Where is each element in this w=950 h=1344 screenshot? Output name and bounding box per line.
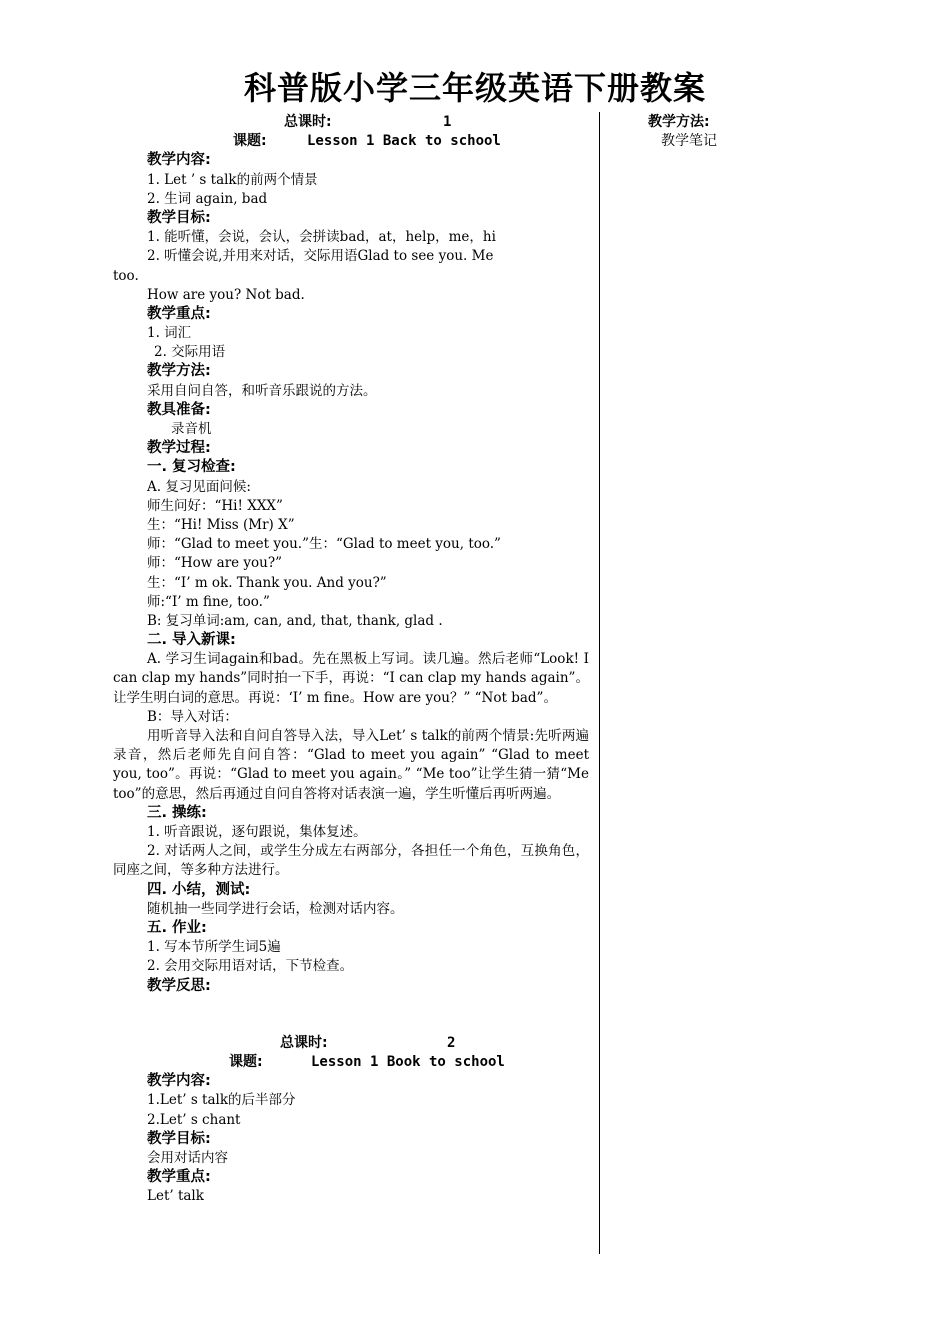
lesson1-goal-item-cont: How are you? Not bad. (147, 286, 305, 303)
lesson1-goal-heading: 教学目标: (147, 209, 211, 226)
page-title: 科普版小学三年级英语下册教案 (243, 69, 706, 107)
lesson1-key-heading: 教学重点: (147, 305, 211, 322)
review-line: A. 复习见面问候: (147, 478, 251, 495)
lesson2-hours-row (113, 1034, 589, 1053)
lesson2-topic-row (113, 1053, 589, 1072)
section-new-lesson-heading: 二. 导入新课: (147, 632, 236, 649)
homework-item: 2. 会用交际用语对话，下节检查。 (147, 958, 354, 975)
lesson1-method-text: 采用自问自答，和听音乐跟说的方法。 (147, 382, 377, 399)
homework-item: 1. 写本节所学生词5遍 (147, 939, 281, 956)
lesson1-hours-value: 1 (443, 114, 452, 130)
lesson1-process-heading: 教学过程: (147, 440, 211, 457)
section-homework-heading: 五. 作业: (147, 920, 207, 937)
review-line: 师生问好：“Hi! XXX” (147, 497, 283, 514)
notes-header: 教学方法: (648, 114, 710, 130)
lesson2-goal-heading: 教学目标: (147, 1130, 211, 1147)
lesson1-key-item: 1. 词汇 (147, 325, 192, 342)
lesson2-topic-label: 课题: (229, 1053, 263, 1070)
lesson2-content-item: 2.Let’ s chant (147, 1111, 241, 1128)
lesson2-key-text: Let’ talk (147, 1188, 204, 1205)
lesson1-topic-label: 课题: (233, 133, 267, 150)
summary-text: 随机抽一些同学进行会话，检测对话内容。 (147, 900, 404, 917)
lesson2-hours-value: 2 (447, 1034, 456, 1051)
practice-item: 2. 对话两人之间，或学生分成左右两部分，各担任一个角色，互换角色，同座之间，等多种方法进行。 (113, 843, 589, 879)
lesson1-topic-row (113, 132, 589, 151)
lesson1-goal-item-cont: too. (113, 267, 139, 284)
review-line: 师:“I’ m fine, too.” (147, 593, 270, 610)
lesson2-content-item: 1.Let’ s talk的后半部分 (147, 1092, 296, 1109)
new-lesson-paragraph-b: 用听音导入法和自问自答导入法，导入Let’ s talk的前两个情景:先听两遍录音，然后老师先自问自答：“Glad to meet you again” “Glad to meet you, too”。再说：“Glad to meet you again。” “Me too”让学生猜一猜“Me too”的意思，然后再通过自问自答将对话表演一遍，学生听懂后再听两遍。 (113, 728, 589, 802)
lesson2-hours-label: 总课时: (280, 1034, 328, 1051)
lesson1-tools-text: 录音机 (171, 421, 212, 437)
new-lesson-paragraph-a: A. 学习生词again和bad。先在黑板上写词。读几遍。然后老师“Look! I can clap my hands”同时拍一下手，再说：“I can clap my hands again”。让学生明白词的意思。再说：‘I’ m fine。How are you？” “Not bad”。 (113, 651, 589, 706)
lesson1-method-heading: 教学方法: (147, 363, 211, 380)
lesson1-content-item: 2. 生词 again, bad (147, 190, 268, 207)
section-practice-heading: 三. 操练: (147, 804, 207, 821)
review-line: 生：“I’ m ok. Thank you. And you?” (147, 574, 387, 591)
lesson1-goal-item: 1. 能听懂，会说，会认，会拼读bad，at，help，me，hi (147, 229, 496, 246)
lesson2-topic-value: Lesson 1 Book to school (311, 1053, 505, 1070)
lesson1-key-item: 2. 交际用语 (154, 344, 226, 361)
lesson1-content-heading: 教学内容: (147, 152, 211, 169)
review-line: 生：“Hi! Miss (Mr) X” (147, 516, 295, 533)
lesson1-hours-row (113, 113, 589, 132)
lesson2-key-heading: 教学重点: (147, 1169, 211, 1186)
review-line: 师：“How are you?” (147, 555, 283, 572)
column-divider (599, 112, 600, 1254)
section-review-heading: 一. 复习检查: (147, 459, 236, 476)
notes-subheader: 教学笔记 (661, 133, 717, 149)
new-lesson-label-b: B：导入对话： (147, 708, 238, 725)
section-summary-heading: 四. 小结，测试: (147, 881, 251, 898)
lesson2-goal-text: 会用对话内容 (147, 1149, 228, 1166)
lesson-spacer (113, 996, 589, 1034)
lesson1-content-item: 1. Let ’ s talk的前两个情景 (147, 171, 318, 188)
notes-column (648, 113, 768, 151)
lesson1-hours-label: 总课时: (284, 114, 332, 130)
lesson1-topic-value: Lesson 1 Back to school (307, 133, 501, 150)
lesson1-tools-heading: 教具准备: (147, 401, 211, 418)
lesson-content (113, 113, 589, 1206)
lesson2-content-heading: 教学内容: (147, 1073, 211, 1090)
lesson1-goal-item: 2. 听懂会说,并用来对话，交际用语Glad to see you. Me (147, 248, 494, 265)
review-line: B: 复习单词:am, can, and, that, thank, glad . (147, 612, 443, 629)
review-line: 师：“Glad to meet you.”生：“Glad to meet you, too.” (147, 536, 501, 553)
practice-item: 1. 听音跟说，逐句跟说，集体复述。 (147, 824, 367, 841)
lesson1-reflection-heading: 教学反思: (147, 977, 211, 994)
